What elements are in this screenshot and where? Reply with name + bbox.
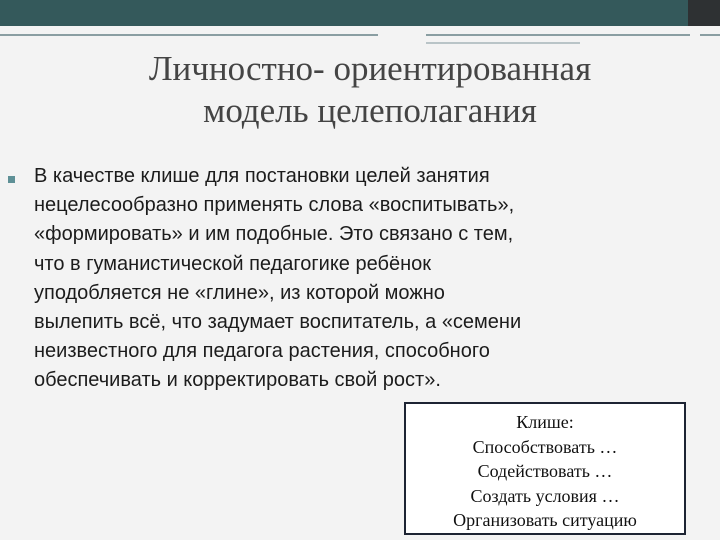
decor-line-left	[0, 34, 378, 36]
bullet-paragraph	[34, 162, 634, 396]
bullet-line: «формировать» и им подобные. Это связано с тем,	[34, 223, 514, 246]
cliche-box	[404, 402, 686, 535]
bullet-square-icon	[8, 176, 15, 183]
top-decor-band-dark	[688, 0, 720, 26]
top-decor-band-teal	[0, 0, 688, 26]
cliche-item: Организовать ситуацию	[453, 510, 637, 530]
bullet-line: уподобляется не «глине», из которой можно	[34, 281, 445, 304]
cliche-heading: Клише:	[516, 412, 574, 432]
cliche-item: Способствовать …	[472, 436, 618, 457]
cliche-item: Создать условия …	[470, 485, 620, 506]
bullet-line: что в гуманистической педагогике ребёнок	[34, 252, 432, 275]
bullet-line: В качестве клише для постановки целей занятия	[34, 165, 490, 187]
slide-title-line-2: модель целеполагания	[203, 91, 537, 130]
slide-title-line-1: Личностно- ориентированная	[148, 49, 592, 88]
decor-line-under	[426, 42, 580, 44]
decor-line-corner	[700, 34, 720, 36]
cliche-item: Содействовать …	[477, 461, 613, 481]
slide-title	[60, 48, 680, 132]
bullet-line: вылепить всё, что задумает воспитатель, а «семени	[34, 311, 522, 334]
bullet-line: нецелесообразно применять слова «воспитывать»,	[34, 194, 515, 217]
bullet-line: неизвестного для педагога растения, способного	[34, 340, 490, 363]
bullet-line: обеспечивать и корректировать свой рост».	[34, 369, 441, 392]
decor-line-right	[426, 34, 690, 36]
